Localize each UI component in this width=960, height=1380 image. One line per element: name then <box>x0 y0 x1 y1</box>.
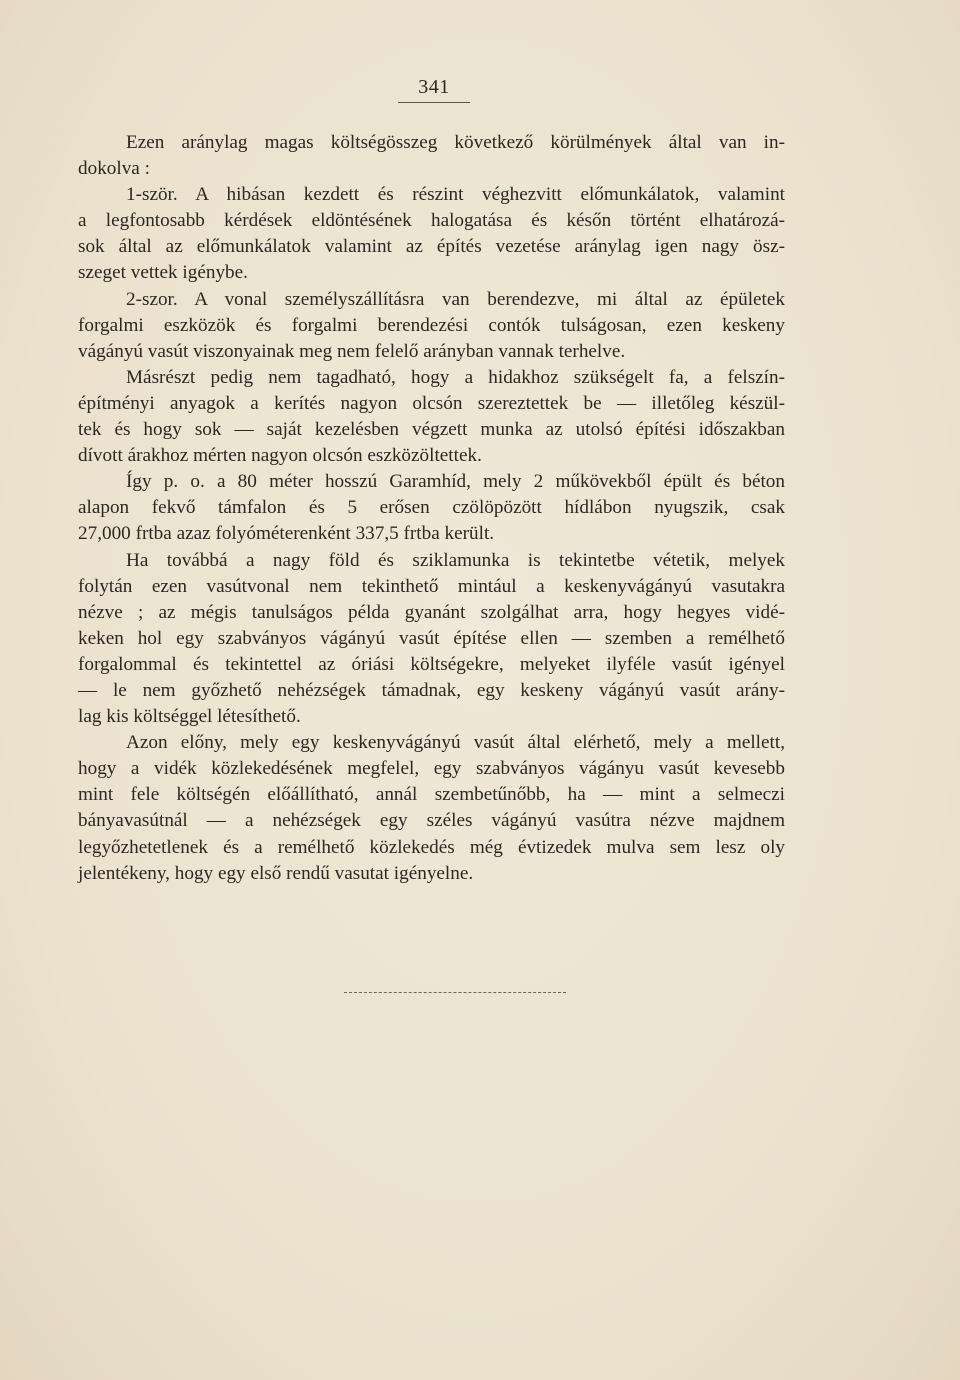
text-line: építményi anyagok a kerítés nagyon olcsón szereztettek be — illetőleg készül- <box>78 392 785 414</box>
text-line: vágányú vasút viszonyainak meg nem felelő arányban vannak terhelve. <box>78 340 626 362</box>
text-line: Így p. o. a 80 méter hosszú Garamhíd, mely 2 műkövekből épült és béton <box>126 471 785 493</box>
text-line: a legfontosabb kérdések eldöntésének halogatása és későn történt elhatározá- <box>78 210 785 232</box>
paragraph <box>78 182 785 286</box>
paragraph <box>78 365 785 469</box>
text-line: Ha továbbá a nagy föld és sziklamunka is tekintetbe vétetik, melyek <box>126 549 785 571</box>
text-line: — le nem győzhető nehézségek támadnak, egy keskeny vágányú vasút arány- <box>78 679 785 701</box>
text-line: alapon fekvő támfalon és 5 erősen czölöpözött hídlábon nyugszik, csak <box>78 497 785 519</box>
text-line: 1-ször. A hibásan kezdett és részint véghezvitt előmunkálatok, valamint <box>126 184 785 206</box>
text-line: Azon előny, mely egy keskenyvágányú vasút által elérhető, mely a mellett, <box>126 732 785 754</box>
text-line: forgalmi eszközök és forgalmi berendezési contók tulságosan, ezen keskeny <box>78 314 785 336</box>
text-line: lag kis költséggel létesíthető. <box>78 706 301 728</box>
text-line: nézve ; az mégis tanulságos példa gyanánt szolgálhat arra, hogy hegyes vidé- <box>78 601 785 623</box>
text-line: mint fele költségén előállítható, annál szembetűnőbb, ha — mint a selmeczi <box>78 784 785 806</box>
text-line: legyőzhetetlenek és a remélhető közlekedés még évtizedek mulva sem lesz oly <box>78 836 785 858</box>
text-line: sok által az előmunkálatok valamint az építés vezetése aránylag igen nagy ösz- <box>78 236 785 258</box>
paragraph <box>78 287 785 365</box>
section-divider <box>344 992 566 993</box>
text-line: hogy a vidék közlekedésének megfelel, egy szabványos vágányu vasút kevesebb <box>78 758 785 780</box>
text-line: 2-szor. A vonal személyszállításra van berendezve, mi által az épületek <box>126 288 785 310</box>
text-line: Ezen aránylag magas költségösszeg következő körülmények által van in- <box>126 132 785 153</box>
text-line: folytán ezen vasútvonal nem tekinthető mintául a keskenyvágányú vasutakra <box>78 575 785 597</box>
paragraph <box>78 730 785 887</box>
text-line: forgalommal és tekintettel az óriási költségekre, melyeket ilyféle vasút igényel <box>78 653 785 675</box>
text-line: bányavasútnál — a nehézségek egy széles vágányú vasútra nézve majdnem <box>78 810 785 832</box>
text-line: keken hol egy szabványos vágányú vasút építése ellen — szemben a remélhető <box>78 627 785 649</box>
paragraph <box>78 130 785 182</box>
page-number-underline <box>398 102 470 103</box>
text-line: szeget vettek igénybe. <box>78 262 248 284</box>
text-line: jelentékeny, hogy egy első rendű vasutat igényelne. <box>78 862 474 884</box>
text-line: 27,000 frtba azaz folyóméterenként 337,5 frtba került. <box>78 523 495 545</box>
text-line: dívott árakhoz mérten nagyon olcsón eszközöltettek. <box>78 445 482 467</box>
paragraph <box>78 548 785 731</box>
text-line: dokolva : <box>78 158 150 180</box>
body-text <box>78 130 785 887</box>
text-line: Másrészt pedig nem tagadható, hogy a hidakhoz szükségelt fa, a felszín- <box>126 366 785 388</box>
paragraph <box>78 469 785 547</box>
text-line: tek és hogy sok — saját kezelésben végzett munka az utolsó építési időszakban <box>78 419 785 441</box>
page-number: 341 <box>418 76 450 98</box>
